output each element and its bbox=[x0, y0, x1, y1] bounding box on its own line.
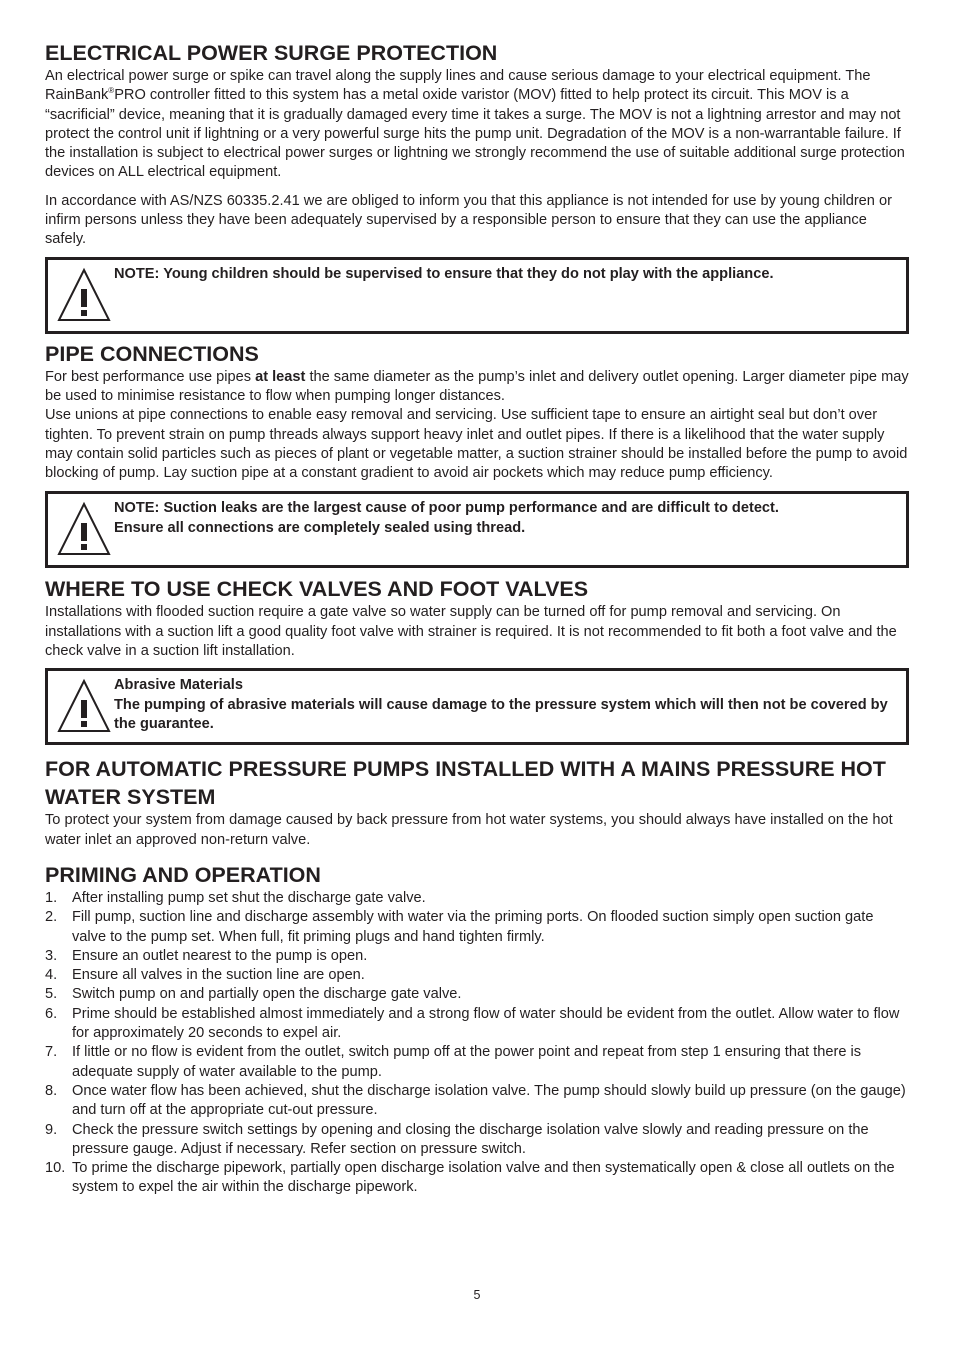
hotwater-paragraph-1: To protect your system from damage caused by back pressure from hot water systems, you should always have installed on the hot water inlet an approved non-return valve. bbox=[45, 812, 893, 848]
list-item bbox=[45, 966, 911, 985]
pipe-text-b: the same diameter as the pump’s inlet and delivery outlet opening. Larger diameter pipe may be used to minimise resistance to flow when pumping longer distances. bbox=[45, 368, 909, 404]
list-item bbox=[45, 985, 911, 1004]
heading-surge-protection: ELECTRICAL POWER SURGE PROTECTION bbox=[45, 41, 498, 65]
note-text-suction-leaks bbox=[114, 499, 896, 538]
spacer bbox=[45, 334, 911, 341]
surge-paragraph-1 bbox=[45, 67, 911, 183]
spacer bbox=[45, 850, 911, 862]
step-text: Ensure all valves in the suction line are open. bbox=[72, 967, 365, 984]
list-item bbox=[45, 947, 911, 966]
pipe-paragraph-2: Use unions at pipe connections to enable easy removal and servicing. Use sufficient tape to ensure an airtight seal but don’t over tighten. To prevent strain on pump threads always support heavy inlet and outlet pipes. If there is a likelihood that the water supply may contain solid particles such as pieces of plant or vegetable matter, a suction strainer should be installed before the pump to avoid blocking of pump. Lay suction pipe at a constant gradient to avoid air pockets which may reduce pump efficiency. bbox=[45, 407, 908, 482]
step-number: 10. bbox=[45, 1160, 66, 1177]
step-text: Ensure an outlet nearest to the pump is open. bbox=[72, 947, 368, 964]
spacer bbox=[45, 568, 911, 576]
step-number: 2. bbox=[45, 909, 58, 926]
note-body-abrasive: The pumping of abrasive materials will cause damage to the pressure system which will then not be covered by the guarantee. bbox=[114, 696, 888, 732]
step-text: To prime the discharge pipework, partially open discharge isolation valve and then systematically open & close all outlets on the system to expel the air within the discharge pipework. bbox=[72, 1160, 895, 1196]
step-number: 8. bbox=[45, 1082, 58, 1099]
note-box-suction-leaks bbox=[45, 491, 909, 568]
note-box-abrasive bbox=[45, 668, 909, 745]
heading-hot-water: FOR AUTOMATIC PRESSURE PUMPS INSTALLED WITH A MAINS PRESSURE HOT WATER SYSTEM bbox=[45, 757, 886, 810]
note-line-2: Ensure all connections are completely sealed using thread. bbox=[114, 519, 526, 536]
spacer bbox=[45, 183, 911, 192]
step-number: 7. bbox=[45, 1044, 58, 1061]
step-text: Fill pump, suction line and discharge assembly with water via the priming ports. On flooded suction simply open suction gate valve to the pump set. When full, fit priming plugs and hand tighten firmly. bbox=[72, 909, 874, 945]
warning-triangle-icon bbox=[56, 267, 112, 323]
surge-text-a: An electrical power surge or spike can travel along the supply lines and cause serious damage to your electrical equipment. The RainBank bbox=[45, 68, 871, 104]
document-page bbox=[45, 40, 911, 1198]
step-number: 3. bbox=[45, 947, 58, 964]
step-number: 5. bbox=[45, 986, 58, 1003]
surge-text-b: PRO controller fitted to this system has a metal oxide varistor (MOV) fitted to help protect its circuit. This MOV is a “sacrificial” device, meaning that it is gradually damaged every time it takes a surge. The MOV is not a lightning arrestor and may not protect the control unit if lightning or a very powerful surge hits the pump unit. Degradation of the MOV is a non-warrantable failure. If the installation is subject to electrical power surges or lightning we strongly recommend the use of suitable additional surge protection devices on ALL electrical equipment. bbox=[45, 87, 905, 181]
note-text-abrasive bbox=[114, 676, 896, 734]
warning-triangle-icon bbox=[56, 678, 112, 734]
step-number: 9. bbox=[45, 1121, 58, 1138]
priming-steps-list bbox=[45, 889, 911, 1198]
step-text: If little or no flow is evident from the outlet, switch pump off at the power point and repeat from step 1 ensuring that there is adequate supply of water available to the pump. bbox=[72, 1044, 862, 1080]
step-number: 6. bbox=[45, 1005, 58, 1022]
list-item bbox=[45, 908, 911, 947]
valves-paragraph-1: Installations with flooded suction require a gate valve so water supply can be turned off for pump removal and servicing. On installations with a suction lift a good quality foot valve with strainer is required. It is not recommended to fit both a foot valve and the check valve in a suction lift installation. bbox=[45, 604, 897, 660]
note-line-1: NOTE: Suction leaks are the largest cause of poor pump performance and are difficult to detect. bbox=[114, 500, 779, 517]
step-text: Switch pump on and partially open the discharge gate valve. bbox=[72, 986, 462, 1003]
step-number: 1. bbox=[45, 889, 58, 906]
registered-mark: ® bbox=[108, 86, 115, 96]
list-item bbox=[45, 1005, 911, 1044]
note-text-children: NOTE: Young children should be supervised to ensure that they do not play with the appliance. bbox=[114, 265, 774, 282]
pipe-text-bold: at least bbox=[255, 368, 306, 385]
pipe-text-a: For best performance use pipes bbox=[45, 368, 256, 385]
list-item bbox=[45, 1121, 911, 1160]
step-text: Check the pressure switch settings by opening and closing the discharge isolation valve slowly and reading pressure on the pressure gauge. Adjust if necessary. Refer section on pressure switch. bbox=[72, 1121, 869, 1157]
step-text: Once water flow has been achieved, shut the discharge isolation valve. The pump should slowly build up pressure (on the gauge) and turn off at the appropriate cut-out pressure. bbox=[72, 1082, 906, 1119]
step-text: After installing pump set shut the discharge gate valve. bbox=[72, 889, 426, 906]
note-box-children bbox=[45, 257, 909, 334]
heading-pipe-connections: PIPE CONNECTIONS bbox=[45, 341, 259, 366]
heading-check-valves: WHERE TO USE CHECK VALVES AND FOOT VALVES bbox=[45, 577, 589, 602]
list-item bbox=[45, 889, 911, 908]
list-item bbox=[45, 1043, 911, 1082]
step-number: 4. bbox=[45, 967, 58, 984]
page-number: 5 bbox=[473, 1288, 481, 1302]
pipe-paragraph-1 bbox=[45, 368, 911, 407]
spacer bbox=[45, 745, 911, 755]
list-item bbox=[45, 1159, 911, 1198]
warning-triangle-icon bbox=[56, 501, 112, 557]
step-text: Prime should be established almost immediately and a strong flow of water should be evident from the outlet. Allow water to flow for approximately 20 seconds to expel air. bbox=[72, 1005, 900, 1042]
note-title-abrasive: Abrasive Materials bbox=[114, 677, 243, 694]
heading-priming: PRIMING AND OPERATION bbox=[45, 862, 321, 887]
list-item bbox=[45, 1082, 911, 1121]
surge-paragraph-2: In accordance with AS/NZS 60335.2.41 we are obliged to inform you that this appliance is not intended for use by young children or infirm persons unless they have been adequately supervised by a responsible person to ensure that they can use the appliance safely. bbox=[45, 192, 892, 248]
